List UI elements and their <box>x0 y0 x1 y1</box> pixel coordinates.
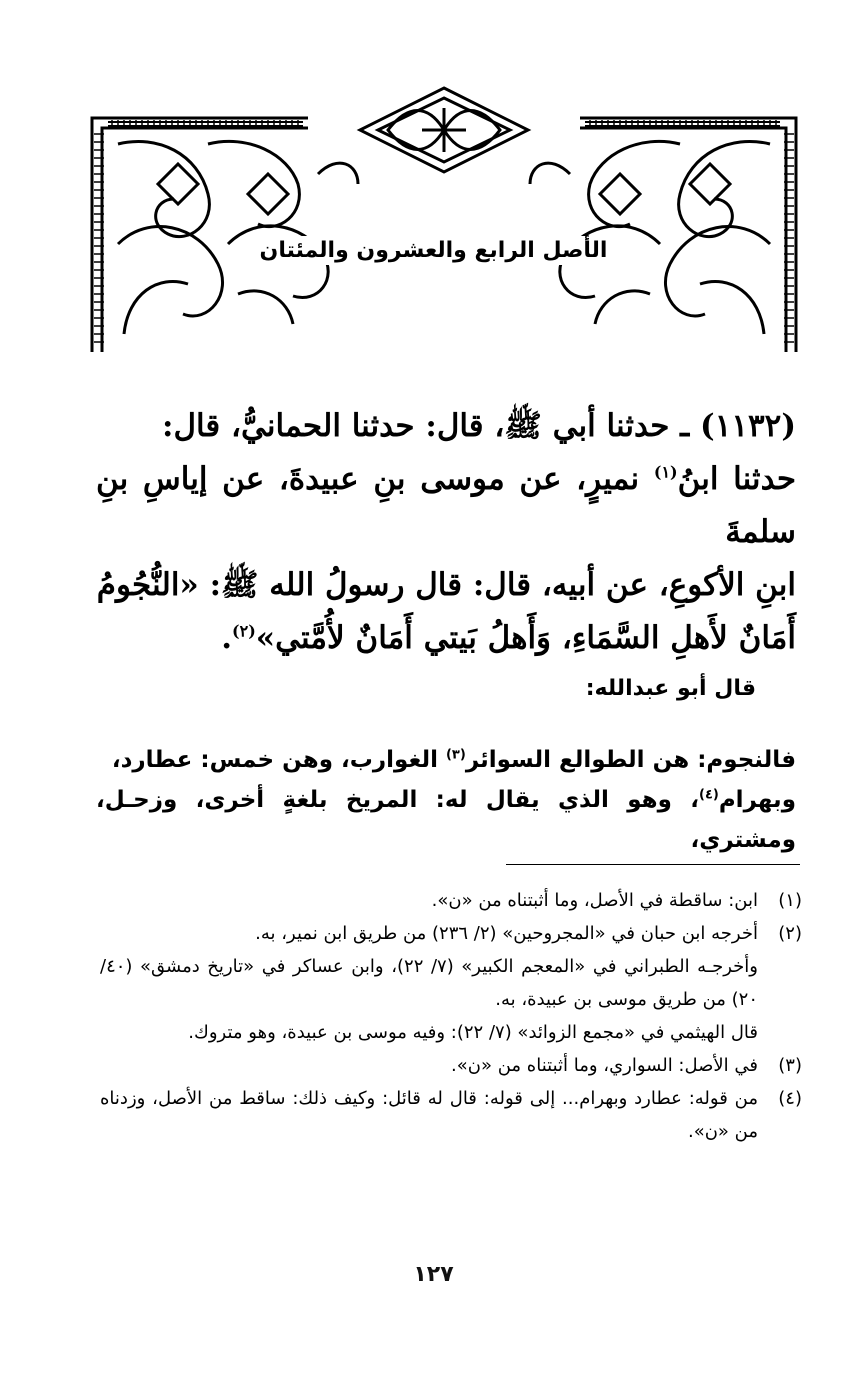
footnote-continuation: قال الهيثمي في «مجمع الزوائد» (٧/ ٢٢): وفيه موسى بن عبيدة، وهو متروك. <box>188 1022 758 1043</box>
hadith-line <box>96 400 796 453</box>
footnotes <box>100 884 802 1148</box>
commentary-line <box>96 780 796 860</box>
hadith-line-4a: أَمَانٌ لأَهلِ السَّمَاءِ، وَأَهلُ بَيتي أَمَانٌ لأُمَّتي» <box>255 620 796 656</box>
speaker-heading: قال أبو عبدالله: <box>585 676 756 701</box>
hadith-line-2a: حدثنا ابنُ <box>677 461 796 497</box>
hadith-line <box>96 453 796 559</box>
chapter-title-text: الأصل الرابع والعشرون والمئتان <box>250 236 618 265</box>
footnote-continuation: وأخرجـه الطبراني في «المعجم الكبير» (٧/ ٢٢)، وابن عساكر في «تاريخ دمشق» (٤٠/ ٢٠) من طريق موسى بن عبيدة، به. <box>100 956 758 1010</box>
footnote-text: من قوله: عطارد وبهرام... إلى قوله: قال له قائل: وكيف ذلك: ساقط من الأصل، وزدناه من «ن». <box>100 1088 758 1142</box>
hadith-line-4b: . <box>221 620 233 656</box>
footnote-number: (٢) <box>778 923 802 944</box>
footnote-ref-3[interactable]: (٣) <box>445 747 466 763</box>
footnote-item <box>100 917 802 950</box>
footnote-divider <box>506 864 800 865</box>
footnote-number: (٤) <box>778 1088 802 1109</box>
hadith-line-3: ابنِ الأكوعِ، عن أبيه، قال: قال رسولُ الله ﷺ: «النُّجُومُ <box>96 567 796 603</box>
footnote-ref-1[interactable]: (١) <box>653 462 678 482</box>
footnote-item <box>100 1082 802 1148</box>
hadith-line-2b: نميرٍ، عن موسى بنِ عبيدةَ، عن إياسِ بنِ سلمةَ <box>96 461 796 550</box>
commentary-line-2a: وبهرام <box>718 787 796 813</box>
footnote-item <box>100 884 802 917</box>
page-number: ١٢٧ <box>413 1262 454 1287</box>
footnote-text: أخرجه ابن حبان في «المجروحين» (٢/ ٢٣٦) من طريق ابن نمير، به. <box>255 923 758 944</box>
footnote-text: ابن: ساقطة في الأصل، وما أثبتناه من «ن». <box>431 890 758 911</box>
footnote-ref-2[interactable]: (٢) <box>232 621 256 641</box>
commentary-line-1a: فالنجوم: هن الطوالع السوائر <box>465 747 796 773</box>
commentary-line-1b: الغوارب، وهن خمس: عطارد، <box>111 747 446 773</box>
footnote-number: (١) <box>778 890 802 911</box>
ornamental-header-frame <box>88 84 800 352</box>
footnote-ref-4[interactable]: (٤) <box>698 787 719 803</box>
footnote-number: (٣) <box>778 1055 802 1076</box>
commentary-text <box>96 740 796 860</box>
hadith-text <box>96 400 796 665</box>
commentary-line <box>96 740 796 780</box>
hadith-line-1: (١١٣٢) ـ حدثنا أبي ﷺ، قال: حدثنا الحمانيُّ، قال: <box>162 408 796 444</box>
hadith-line <box>96 559 796 612</box>
commentary-line-2b: ، وهو الذي يقال له: المريخ بلغةٍ أخرى، وزحـل، ومشتري، <box>96 787 796 853</box>
footnote-item <box>100 1049 802 1082</box>
hadith-line <box>96 612 796 665</box>
chapter-title <box>0 238 867 263</box>
footnote-text: في الأصل: السواري، وما أثبتناه من «ن». <box>451 1055 758 1076</box>
